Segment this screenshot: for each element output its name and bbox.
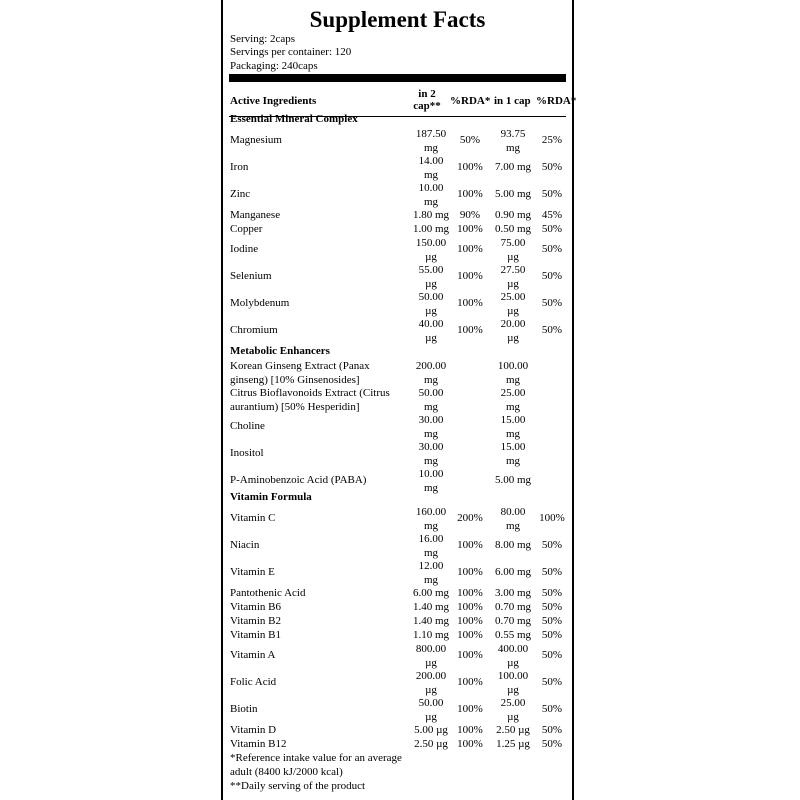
rda-2cap: 100%: [457, 297, 483, 309]
amount-1cap: 5.00 mg: [494, 474, 532, 486]
amount-2cap: 55.00 µg: [418, 264, 444, 290]
table-row: [223, 697, 572, 724]
rda-2cap: 100%: [457, 615, 483, 627]
amount-1cap: 8.00 mg: [494, 539, 532, 551]
rda-2cap: 100%: [457, 539, 483, 551]
amount-2cap: 150.00 µg: [415, 237, 447, 263]
rda-1cap: 50%: [541, 566, 563, 578]
rda-1cap: 50%: [541, 629, 563, 641]
ingredient-name: Chromium: [230, 324, 278, 336]
ingredient-name: Selenium: [230, 270, 272, 282]
header-amount-2cap-line1: in 2: [418, 88, 436, 100]
header-amount-1cap: in 1 cap: [494, 95, 531, 107]
ingredient-name: Iron: [230, 161, 249, 173]
header-rda-1cap: %RDA*: [536, 95, 577, 107]
table-row: [223, 182, 572, 209]
amount-2cap: 40.00 µg: [418, 318, 444, 344]
ingredient-name: Vitamin B6: [230, 601, 281, 613]
rda-2cap: 100%: [457, 161, 483, 173]
amount-2cap: 2.50 µg: [414, 738, 448, 750]
amount-1cap: 0.70 mg: [494, 601, 532, 613]
amount-1cap: 25.00 µg: [500, 697, 526, 723]
amount-2cap: 200.00 mg: [415, 360, 447, 386]
ingredient-name: Biotin: [230, 703, 258, 715]
amount-2cap: 10.00 mg: [418, 182, 444, 208]
rda-2cap: 100%: [457, 566, 483, 578]
rda-2cap: 100%: [457, 601, 483, 613]
table-row: [223, 738, 572, 752]
rda-1cap: 50%: [541, 270, 563, 282]
rda-1cap: 50%: [541, 539, 563, 551]
table-row: [223, 291, 572, 318]
rda-1cap: 50%: [541, 738, 563, 750]
ingredient-name: Folic Acid: [230, 676, 277, 688]
amount-2cap: 30.00 mg: [418, 414, 444, 440]
rda-2cap: 100%: [457, 649, 483, 661]
amount-1cap: 0.70 mg: [494, 615, 532, 627]
rda-1cap: 50%: [541, 649, 563, 661]
rda-2cap: 100%: [457, 324, 483, 336]
rda-2cap: 100%: [457, 223, 483, 235]
ingredient-name: Vitamin C: [230, 512, 276, 524]
table-row: [223, 724, 572, 738]
amount-2cap: 1.00 mg: [412, 223, 450, 235]
amount-2cap: 1.40 mg: [412, 601, 450, 613]
rda-1cap: 50%: [541, 615, 563, 627]
amount-2cap: 1.80 mg: [412, 209, 450, 221]
header-amount-2cap: [412, 88, 442, 112]
amount-2cap: 6.00 mg: [412, 587, 450, 599]
rda-2cap: 50%: [459, 134, 481, 146]
rda-1cap: 50%: [541, 703, 563, 715]
amount-1cap: 400.00 µg: [497, 643, 529, 669]
header-amount-2cap-line2: cap**: [413, 100, 441, 112]
amount-2cap: 1.10 mg: [412, 629, 450, 641]
section-heading: Vitamin Formula: [230, 491, 312, 503]
table-row: [223, 155, 572, 182]
rda-1cap: 50%: [541, 188, 563, 200]
table-row: [223, 533, 572, 560]
rda-1cap: 100%: [539, 512, 565, 524]
ingredient-name: P-Aminobenzoic Acid (PABA): [230, 474, 367, 486]
amount-1cap: 0.90 mg: [494, 209, 532, 221]
ingredient-name: Vitamin A: [230, 649, 276, 661]
rda-1cap: 50%: [541, 676, 563, 688]
amount-2cap: 14.00 mg: [418, 155, 444, 181]
rda-1cap: 50%: [541, 243, 563, 255]
footnote-rda: *Reference intake value for an average adult (8400 kJ/2000 kcal): [230, 752, 402, 778]
amount-2cap: 50.00 µg: [418, 697, 444, 723]
ingredient-name: Pantothenic Acid: [230, 587, 306, 599]
table-row: [223, 643, 572, 670]
ingredient-name: Iodine: [230, 243, 259, 255]
label-title: Supplement Facts: [309, 7, 486, 32]
amount-1cap: 25.00 mg: [500, 387, 526, 413]
table-row: [223, 441, 572, 468]
table-row: [223, 318, 572, 345]
rda-1cap: 50%: [541, 587, 563, 599]
ingredient-name: Citrus Bioflavonoids Extract (Citrus aurantium) [50% Hesperidin]: [230, 387, 390, 413]
amount-2cap: 1.40 mg: [412, 615, 450, 627]
amount-1cap: 0.55 mg: [494, 629, 532, 641]
amount-1cap: 2.50 µg: [496, 724, 530, 736]
table-row: [223, 387, 572, 414]
ingredient-name: Inositol: [230, 447, 264, 459]
header-rda-2cap: %RDA*: [450, 95, 491, 107]
amount-1cap: 7.00 mg: [494, 161, 532, 173]
table-row: [223, 414, 572, 441]
amount-1cap: 25.00 µg: [500, 291, 526, 317]
rda-2cap: 100%: [457, 703, 483, 715]
ingredient-name: Vitamin D: [230, 724, 277, 736]
amount-1cap: 3.00 mg: [494, 587, 532, 599]
rda-1cap: 50%: [541, 724, 563, 736]
servings-per-container: Servings per container: 120: [230, 46, 352, 59]
table-row: [223, 128, 572, 155]
table-row: [223, 587, 572, 601]
amount-1cap: 15.00 mg: [500, 414, 526, 440]
table-row: [223, 209, 572, 223]
amount-2cap: 50.00 mg: [418, 387, 444, 413]
rda-2cap: 100%: [457, 676, 483, 688]
rda-2cap: 100%: [457, 724, 483, 736]
amount-2cap: 10.00 mg: [418, 468, 444, 494]
amount-1cap: 93.75 mg: [500, 128, 526, 154]
rda-1cap: 50%: [541, 297, 563, 309]
table-row: [223, 670, 572, 697]
rda-1cap: 50%: [541, 161, 563, 173]
rda-2cap: 100%: [457, 587, 483, 599]
amount-2cap: 800.00 µg: [415, 643, 447, 669]
amount-1cap: 27.50 µg: [500, 264, 526, 290]
rda-2cap: 100%: [457, 270, 483, 282]
ingredient-name: Vitamin E: [230, 566, 275, 578]
ingredient-name: Vitamin B2: [230, 615, 281, 627]
rda-2cap: 100%: [457, 629, 483, 641]
amount-2cap: 50.00 µg: [418, 291, 444, 317]
ingredient-name: Korean Ginseng Extract (Panax ginseng) [10% Ginsenosides]: [230, 360, 370, 386]
ingredient-name: Magnesium: [230, 134, 282, 146]
ingredient-name: Manganese: [230, 209, 281, 221]
amount-1cap: 20.00 µg: [500, 318, 526, 344]
amount-2cap: 16.00 mg: [418, 533, 444, 559]
thick-divider: [229, 74, 566, 82]
table-row: [223, 506, 572, 533]
amount-1cap: 5.00 mg: [494, 188, 532, 200]
amount-1cap: 15.00 mg: [500, 441, 526, 467]
table-row: [223, 560, 572, 587]
amount-2cap: 30.00 mg: [418, 441, 444, 467]
amount-1cap: 100.00 µg: [497, 670, 529, 696]
ingredient-name: Molybdenum: [230, 297, 290, 309]
ingredient-name: Copper: [230, 223, 263, 235]
amount-2cap: 160.00 mg: [415, 506, 447, 532]
amount-2cap: 5.00 µg: [414, 724, 448, 736]
rda-2cap: 100%: [457, 243, 483, 255]
packaging: Packaging: 240caps: [230, 59, 318, 72]
section-heading: Metabolic Enhancers: [230, 345, 330, 357]
table-row: [223, 223, 572, 237]
amount-2cap: 187.50 mg: [415, 128, 447, 154]
serving-size: Serving: 2caps: [230, 33, 296, 45]
table-row: [223, 264, 572, 291]
amount-1cap: 75.00 µg: [500, 237, 526, 263]
rda-1cap: 50%: [541, 601, 563, 613]
table-row: [223, 601, 572, 615]
amount-2cap: 200.00 µg: [415, 670, 447, 696]
ingredient-name: Vitamin B12: [230, 738, 287, 750]
serving-info: [230, 33, 351, 73]
amount-1cap: 1.25 µg: [496, 738, 530, 750]
table-row: [223, 360, 572, 387]
rda-2cap: 100%: [457, 188, 483, 200]
ingredient-name: Vitamin B1: [230, 629, 281, 641]
amount-1cap: 80.00 mg: [500, 506, 526, 532]
rda-2cap: 200%: [457, 512, 483, 524]
amount-1cap: 100.00 mg: [497, 360, 529, 386]
rda-1cap: 45%: [541, 209, 563, 221]
ingredient-name: Choline: [230, 420, 265, 432]
footnote-serving: **Daily serving of the product: [230, 780, 366, 792]
ingredient-name: Niacin: [230, 539, 260, 551]
rda-1cap: 25%: [541, 134, 563, 146]
table-row: [223, 237, 572, 264]
rda-2cap: 90%: [459, 209, 481, 221]
rda-1cap: 50%: [541, 223, 563, 235]
supplement-facts-label: [221, 0, 577, 800]
ingredient-name: Zinc: [230, 188, 251, 200]
section-heading: Essential Mineral Complex: [230, 113, 358, 125]
rda-2cap: 100%: [457, 738, 483, 750]
header-ingredients: Active Ingredients: [230, 95, 317, 107]
table-row: [223, 615, 572, 629]
table-row: [223, 629, 572, 643]
amount-1cap: 0.50 mg: [494, 223, 532, 235]
amount-1cap: 6.00 mg: [494, 566, 532, 578]
rda-1cap: 50%: [541, 324, 563, 336]
amount-2cap: 12.00 mg: [418, 560, 444, 586]
